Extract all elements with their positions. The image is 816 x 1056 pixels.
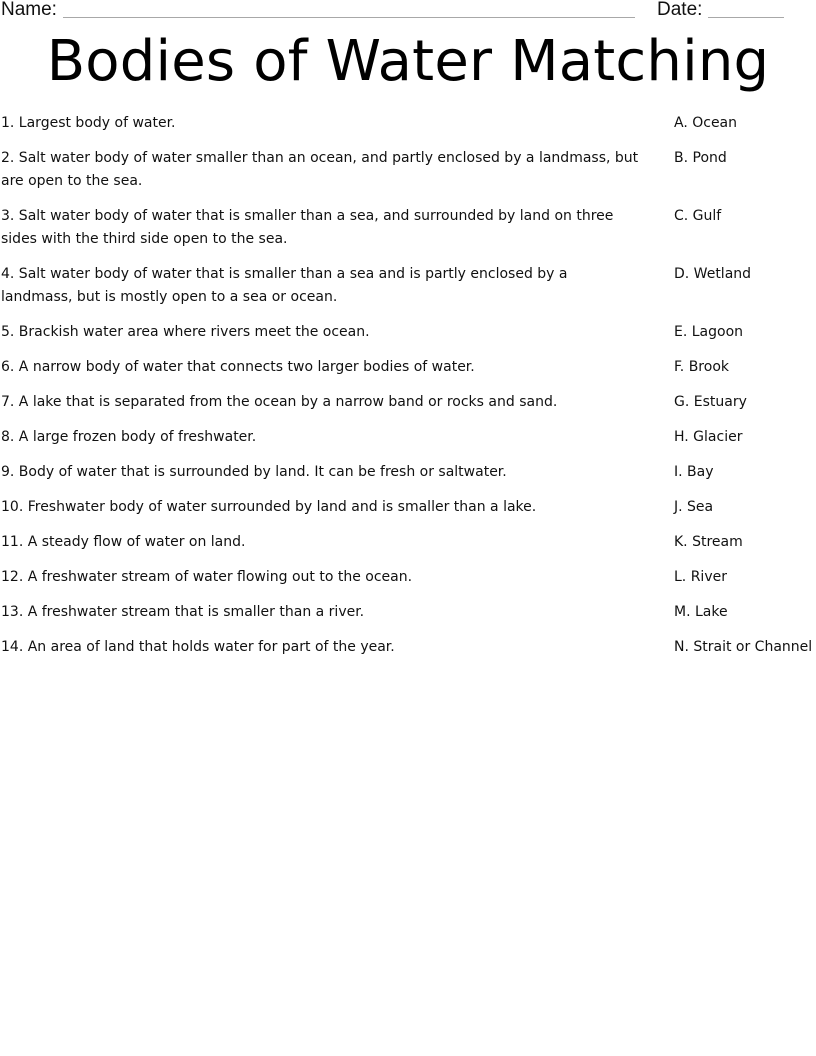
clue-text: 8. A large frozen body of freshwater. [1,429,257,445]
answer-choice: H. Glacier [674,429,743,445]
matching-row [0,461,816,484]
answer-choice: L. River [674,569,727,585]
matching-row [0,112,816,135]
clue-text: 7. A lake that is separated from the ocean by a narrow band or rocks and sand. [1,394,558,410]
answer-choice: C. Gulf [674,208,722,224]
matching-list [0,112,816,671]
answer-choice: E. Lagoon [674,324,744,340]
matching-row [0,566,816,589]
answer-choice: M. Lake [674,604,728,620]
matching-row [0,636,816,659]
answer-choice: A. Ocean [674,115,738,131]
clue-text: 5. Brackish water area where rivers meet the ocean. [1,324,370,340]
matching-row [0,601,816,624]
matching-row [0,147,816,193]
answer-choice: F. Brook [674,359,729,375]
clue-text: 1. Largest body of water. [1,115,176,131]
name-label: Name: [1,0,57,20]
name-blank-line [63,17,635,18]
clue-text: 9. Body of water that is surrounded by land. It can be fresh or saltwater. [1,464,507,480]
clue-text: 11. A steady flow of water on land. [1,534,246,550]
clue-text: 13. A freshwater stream that is smaller than a river. [1,604,365,620]
clue-text: 14. An area of land that holds water for part of the year. [1,639,395,655]
answer-choice: D. Wetland [674,266,752,282]
matching-row [0,426,816,449]
worksheet-header [0,0,816,22]
date-label: Date: [657,0,703,20]
clue-text: 6. A narrow body of water that connects two larger bodies of water. [1,359,475,375]
page-title: Bodies of Water Matching [46,29,770,94]
answer-choice: G. Estuary [674,394,747,410]
clue-text: 3. Salt water body of water that is smaller than a sea, and surrounded by land on three sides with the third side open to the sea. [1,208,614,247]
clue-text: 4. Salt water body of water that is smaller than a sea and is partly enclosed by a landmass, but is mostly open to a sea or ocean. [1,266,568,305]
clue-text: 2. Salt water body of water smaller than an ocean, and partly enclosed by a landmass, but are open to the sea. [1,150,639,189]
answer-choice: B. Pond [674,150,727,166]
matching-row [0,496,816,519]
matching-row [0,356,816,379]
date-blank-line [708,17,784,18]
matching-row [0,263,816,309]
answer-choice: K. Stream [674,534,743,550]
matching-row [0,205,816,251]
matching-row [0,531,816,554]
answer-choice: I. Bay [674,464,714,480]
clue-text: 10. Freshwater body of water surrounded by land and is smaller than a lake. [1,499,537,515]
matching-row [0,321,816,344]
answer-choice: J. Sea [674,499,714,515]
answer-choice: N. Strait or Channel [674,639,813,655]
clue-text: 12. A freshwater stream of water flowing out to the ocean. [1,569,413,585]
matching-row [0,391,816,414]
